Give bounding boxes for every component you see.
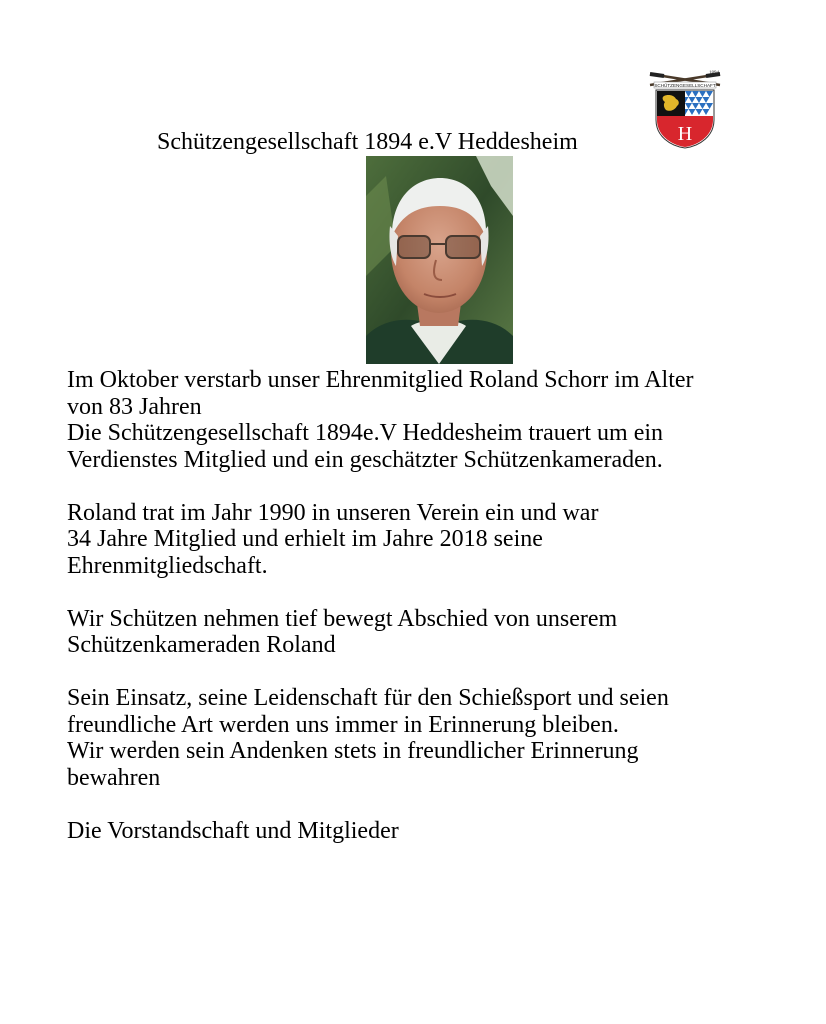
text-line: Wir Schützen nehmen tief bewegt Abschied von unserem <box>67 605 618 632</box>
text-line: Roland trat im Jahr 1990 in unseren Verein ein und war <box>67 499 599 526</box>
logo-banner-text: SCHÜTZENGESELLSCHAFT <box>654 83 716 88</box>
text-line: Die Schützengesellschaft 1894e.V Heddesheim trauert um ein <box>67 420 664 446</box>
text-line: freundliche Art werden uns immer in Erinnerung bleiben. <box>67 711 619 738</box>
portrait-photo <box>366 156 513 364</box>
shield-letter: H <box>677 123 693 145</box>
page-title: Schützengesellschaft 1894 e.V Heddesheim <box>157 129 578 155</box>
text-line: Sein Einsatz, seine Leidenschaft für den Schießsport und seien <box>67 685 669 711</box>
shield-icon <box>656 90 714 148</box>
text-line: Im Oktober verstarb unser Ehrenmitglied Roland Schorr im Alter <box>67 367 694 393</box>
text-line: Wir werden sein Andenken stets in freundlicher Erinnerung <box>67 738 639 764</box>
obituary-text <box>67 367 817 844</box>
signature: Die Vorstandschaft und Mitglieder <box>67 817 399 844</box>
club-logo <box>646 68 724 150</box>
text-line: Verdienstes Mitglied und ein geschätzter Schützenkameraden. <box>67 446 663 473</box>
text-line: Schützenkameraden Roland <box>67 632 336 658</box>
text-line: Ehrenmitgliedschaft. <box>67 552 268 579</box>
text-line: 34 Jahre Mitglied und erhielt im Jahre 2018 seine <box>67 526 543 552</box>
text-line: bewahren <box>67 764 161 791</box>
logo-year: 1894 <box>709 71 719 76</box>
text-line: von 83 Jahren <box>67 393 202 420</box>
